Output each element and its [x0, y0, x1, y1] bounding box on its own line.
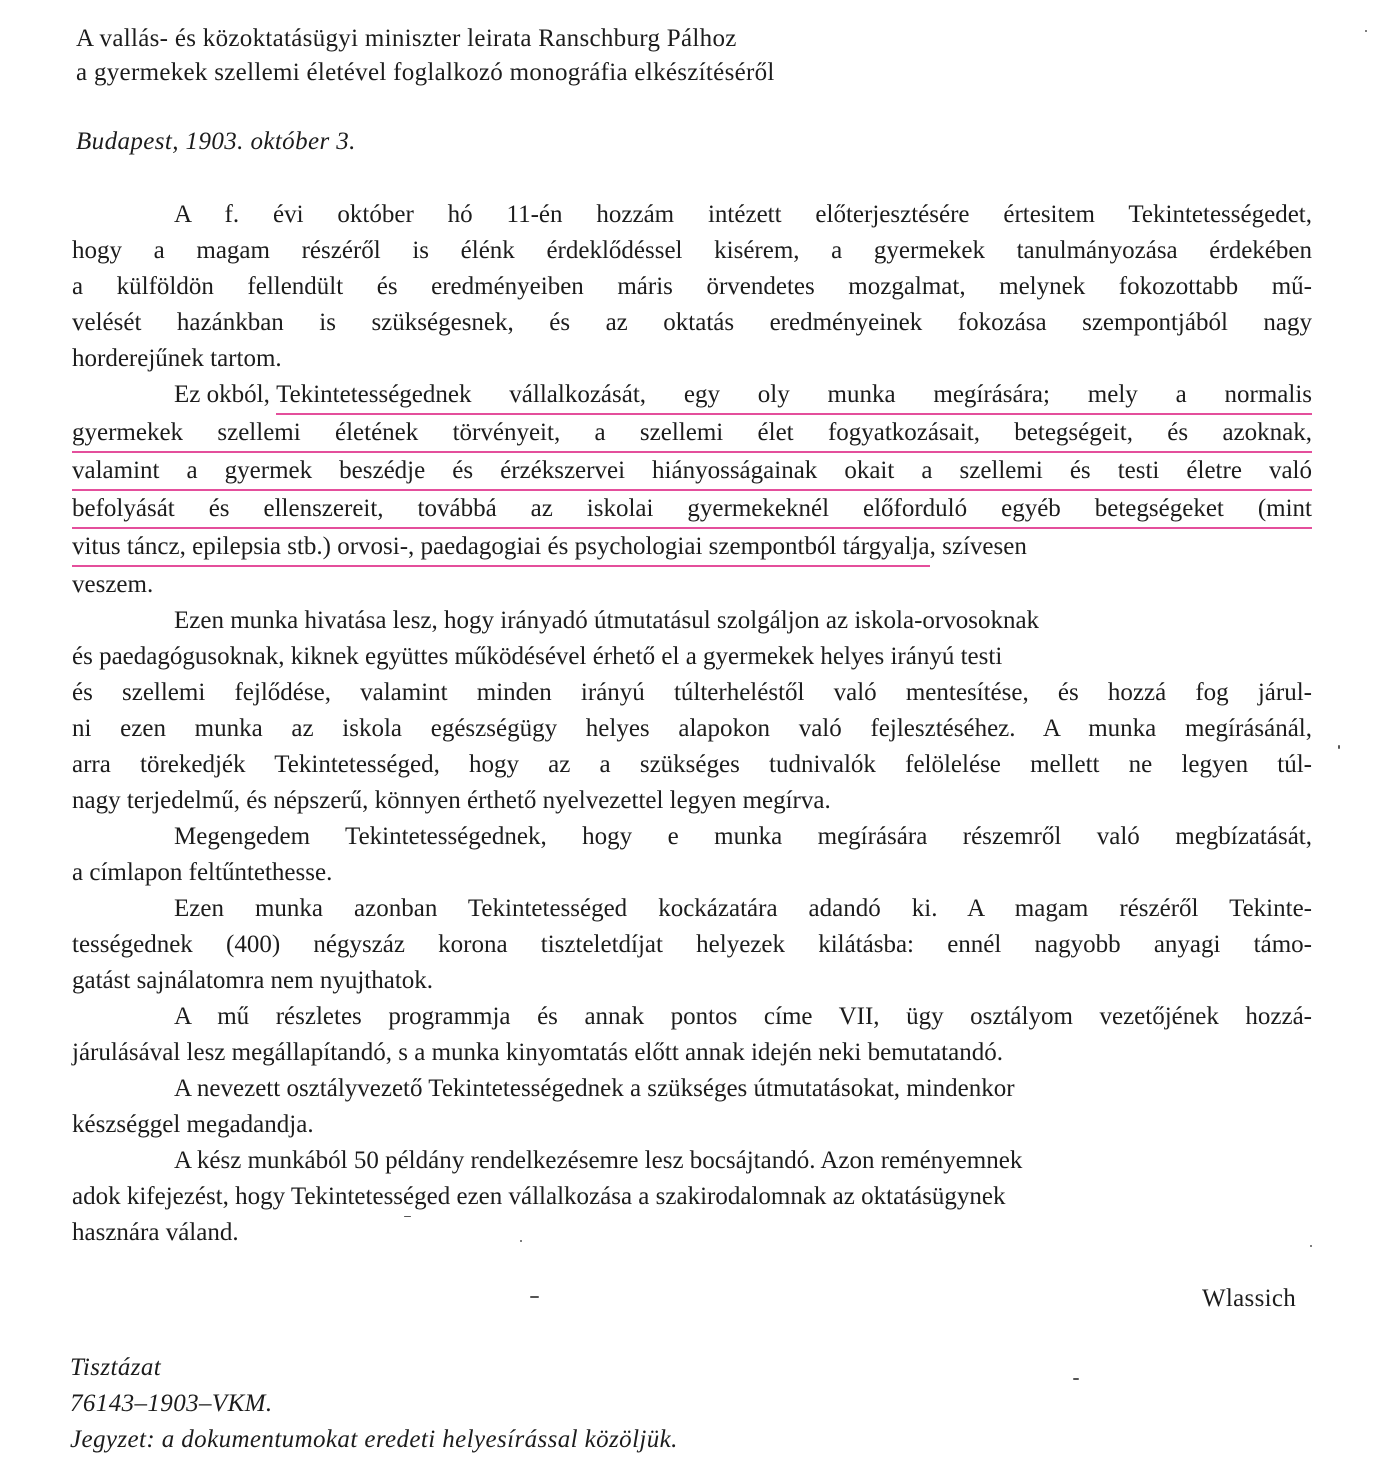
- signature: Wlassich: [1202, 1285, 1297, 1312]
- text-line: A mű részletes programmja és annak pontos címe VII, ügy osztályom vezetőjének hozzá-: [174, 1003, 1312, 1030]
- scan-speck: [520, 1240, 522, 1242]
- paragraph: [72, 999, 1312, 1071]
- paragraph: [72, 1071, 1312, 1143]
- text-line: A f. évi október hó 11-én hozzám intézett előterjesztésére értesitem Tekintetességedet,: [174, 201, 1312, 228]
- text-line: a külföldön fellendült és eredményeiben máris örvendetes mozgalmat, melynek fokozottabb mű-: [72, 273, 1312, 300]
- highlighted-text: valamint a gyermek beszédje és érzékszervei hiányosságainak okait a szellemi és testi életre való: [72, 453, 1312, 491]
- text-line: és paedagógusoknak, kiknek együttes működésével érhető el a gyermekek helyes irányú testi: [72, 643, 1003, 670]
- text-line: arra törekedjék Tekintetességed, hogy az a szükséges tudnivalók felölelése mellett ne legyen túl-: [72, 751, 1312, 778]
- text-line: velését hazánkban is szükségesnek, és az oktatás eredményeinek fokozása szempontjából nagy: [72, 309, 1312, 336]
- scan-speck: [1310, 1245, 1312, 1247]
- paragraph-highlighted: [72, 377, 1312, 603]
- text-segment: , szívesen: [929, 533, 1027, 560]
- paragraph: [72, 603, 1312, 819]
- title-line-1: A vallás- és közoktatásügyi miniszter leirata Ranschburg Pálhoz: [76, 25, 737, 52]
- highlighted-text: Tekintetességednek vállalkozását, egy oly munka megírására; mely a normalis: [276, 377, 1312, 415]
- scan-speck: [1073, 1378, 1079, 1380]
- footer-line-3: Jegyzet: a dokumentumokat eredeti helyesírással közöljük.: [70, 1426, 678, 1453]
- document-title: [76, 22, 775, 90]
- text-line: Ezen munka hivatása lesz, hogy irányadó útmutatásul szolgáljon az iskola-orvosoknak: [174, 607, 1040, 634]
- text-line: tességednek (400) négyszáz korona tiszteletdíjat helyezek kilátásba: ennél nagyobb anyagi támo-: [72, 931, 1312, 958]
- paragraph: [72, 819, 1312, 891]
- document-footer: [70, 1350, 678, 1458]
- highlighted-text: vitus táncz, epilepsia stb.) orvosi-, paedagogiai és psychologiai szempontból tárgyalja: [72, 529, 930, 567]
- paragraph: [72, 197, 1312, 377]
- scan-speck: [1338, 745, 1340, 749]
- footer-line-1: Tisztázat: [70, 1354, 162, 1381]
- scan-speck: [1365, 30, 1367, 32]
- text-line: és szellemi fejlődése, valamint minden irányú túlterheléstől való mentesítése, és hozzá fog járul-: [72, 679, 1312, 706]
- text-line: [72, 415, 1312, 453]
- text-line: adok kifejezést, hogy Tekintetességed ezen vállalkozása a szakirodalomnak az oktatásügynek: [72, 1183, 1006, 1210]
- text-line: horderejűnek tartom.: [72, 345, 282, 372]
- paragraph: [72, 1143, 1312, 1251]
- text-line: gatást sajnálatomra nem nyujthatok.: [72, 967, 434, 994]
- text-segment: Ez okból,: [174, 381, 277, 408]
- text-line: járulásával lesz megállapítandó, s a munka kinyomtatás előtt annak idején neki bemutatandó.: [72, 1039, 1003, 1066]
- text-line: [72, 529, 1290, 567]
- text-line: készséggel megadandja.: [72, 1111, 314, 1138]
- scan-speck: [404, 1216, 411, 1217]
- footer-line-2: 76143–1903–VKM.: [70, 1390, 273, 1417]
- highlighted-text: befolyását és ellenszereit, továbbá az iskolai gyermekeknél előforduló egyéb betegségeket (mint: [72, 491, 1312, 529]
- text-line: [72, 491, 1312, 529]
- highlighted-text: gyermekek szellemi életének törvényeit, a szellemi élet fogyatkozásait, betegségeit, és azoknak,: [72, 415, 1312, 453]
- text-line: ni ezen munka az iskola egészségügy helyes alapokon való fejlesztéséhez. A munka megírásánál,: [72, 715, 1312, 742]
- text-line: [72, 377, 1312, 415]
- document-date: Budapest, 1903. október 3.: [76, 128, 356, 155]
- text-line: Ezen munka azonban Tekintetességed kockázatára adandó ki. A magam részéről Tekinte-: [174, 895, 1312, 922]
- text-line: veszem.: [72, 571, 154, 598]
- paragraph: [72, 891, 1312, 999]
- text-line: Megengedem Tekintetességednek, hogy e munka megírására részemről való megbízatását,: [174, 823, 1312, 850]
- text-line: [72, 453, 1312, 491]
- text-line: A nevezett osztályvezető Tekintetességednek a szükséges útmutatásokat, mindenkor: [174, 1075, 1015, 1102]
- letter-body: [72, 197, 1312, 1251]
- text-line: A kész munkából 50 példány rendelkezésemre lesz bocsájtandó. Azon reményemnek: [174, 1147, 1023, 1174]
- scan-speck: [530, 1296, 539, 1298]
- text-line: hasznára váland.: [72, 1219, 239, 1246]
- text-line: nagy terjedelmű, és népszerű, könnyen érthető nyelvezettel legyen megírva.: [72, 787, 831, 814]
- text-line: a címlapon feltűntethesse.: [72, 859, 333, 886]
- text-line: hogy a magam részéről is élénk érdeklődéssel kisérem, a gyermekek tanulmányozása érdekében: [72, 237, 1312, 264]
- title-line-2: a gyermekek szellemi életével foglalkozó monográfia elkészítéséről: [76, 59, 775, 86]
